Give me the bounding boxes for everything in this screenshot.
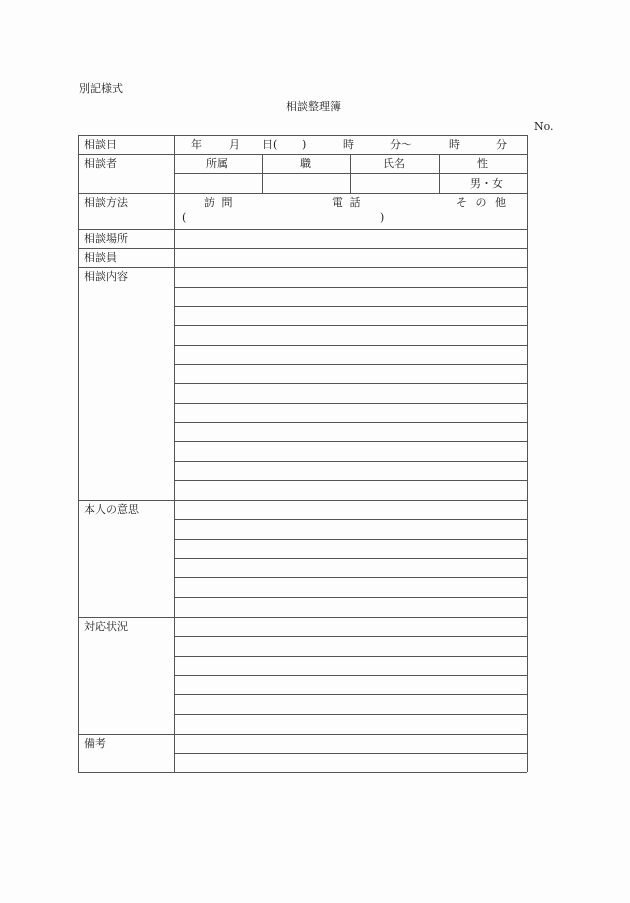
entry-line: [174, 539, 527, 540]
name-header: 氏名: [383, 157, 405, 170]
row-divider: [78, 229, 527, 230]
minute2-text: 分: [496, 138, 507, 151]
day-text: 日(: [262, 138, 278, 151]
row-divider: [78, 500, 527, 501]
entry-line: [174, 636, 527, 637]
number-label: No.: [534, 120, 554, 133]
hour-text: 時: [343, 138, 354, 151]
method-visit: 訪 問: [204, 196, 233, 209]
form-label: 別記様式: [79, 82, 123, 95]
affiliation-header: 所属: [206, 157, 228, 170]
entry-line: [174, 714, 527, 715]
entry-line: [174, 173, 527, 174]
entry-line: [174, 345, 527, 346]
sex-options: 男・女: [470, 177, 503, 190]
entry-line: [174, 753, 527, 754]
entry-line: [174, 403, 527, 404]
entry-line: [174, 656, 527, 657]
position-header: 職: [300, 157, 311, 170]
entry-line: [174, 480, 527, 481]
row-divider: [78, 617, 527, 618]
row-divider: [78, 154, 527, 155]
hour2-text: 時: [449, 138, 460, 151]
entry-line: [174, 558, 527, 559]
method-other: そ の 他: [456, 196, 506, 209]
entry-line: [174, 306, 527, 307]
entry-line: [174, 441, 527, 442]
date-label: 相談日: [84, 138, 117, 151]
entry-line: [174, 694, 527, 695]
row-divider: [78, 248, 527, 249]
row-divider: [78, 734, 527, 735]
consultant-label: 相談者: [84, 157, 117, 170]
entry-line: [174, 422, 527, 423]
row-divider: [78, 772, 527, 773]
paren-close-other: ): [380, 211, 385, 224]
paren-close: ): [302, 138, 307, 151]
month-text: 月: [229, 138, 240, 151]
entry-line: [174, 597, 527, 598]
staff-label: 相談員: [84, 251, 117, 264]
place-label: 相談場所: [84, 232, 128, 245]
entry-line: [174, 519, 527, 520]
intention-label: 本人の意思: [84, 503, 139, 516]
entry-line: [174, 577, 527, 578]
year-text: 年: [191, 138, 202, 151]
content-label: 相談内容: [84, 270, 128, 283]
paren-open: (: [182, 211, 187, 224]
response-label: 対応状況: [84, 620, 128, 633]
notes-label: 備考: [84, 737, 106, 750]
entry-line: [174, 675, 527, 676]
sex-header: 性: [477, 157, 488, 170]
row-divider: [78, 135, 527, 136]
entry-line: [174, 364, 527, 365]
entry-line: [174, 383, 527, 384]
row-divider: [78, 193, 527, 194]
method-label: 相談方法: [84, 196, 128, 209]
method-phone: 電 話: [332, 196, 361, 209]
entry-line: [174, 325, 527, 326]
entry-line: [174, 461, 527, 462]
entry-line: [174, 287, 527, 288]
minute-from-text: 分〜: [390, 138, 412, 151]
page-title: 相談整理簿: [286, 100, 341, 113]
row-divider: [78, 267, 527, 268]
